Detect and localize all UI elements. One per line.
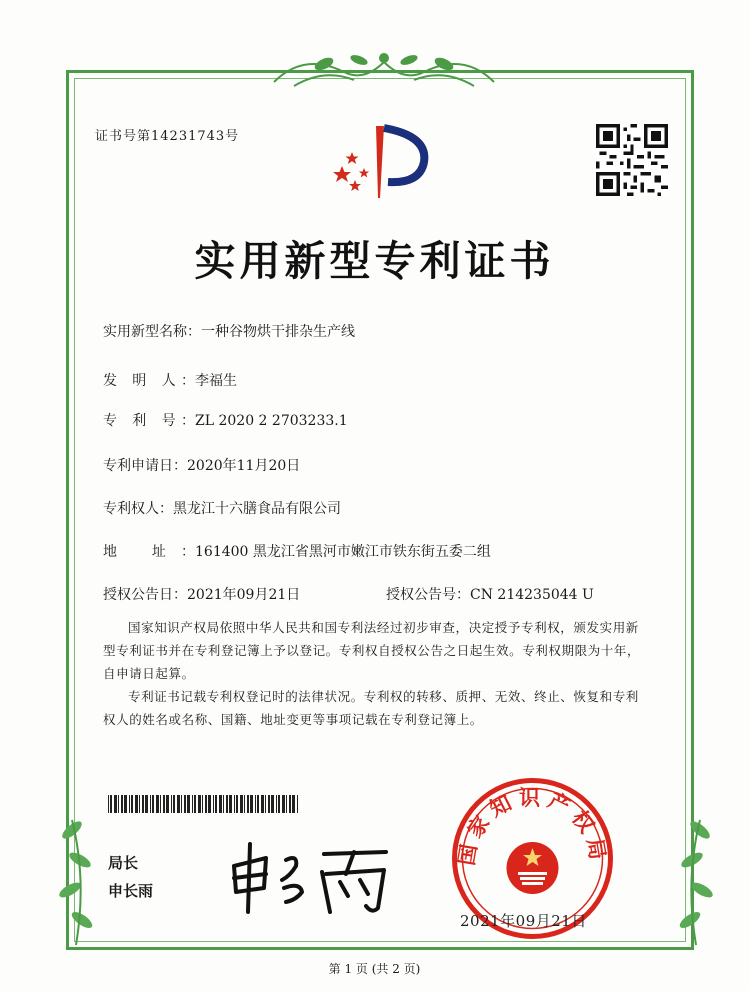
field-value: 2020年11月20日	[187, 458, 301, 474]
field-value: 161400 黑龙江省黑河市嫩江市铁东街五委二组	[195, 544, 491, 560]
field-inventor	[103, 370, 237, 390]
signatory-role: 局长	[108, 854, 139, 872]
field-label: 地 址：	[103, 544, 195, 560]
barcode-icon	[108, 795, 298, 813]
field-grant-date	[103, 584, 300, 604]
field-label: 授权公告号：	[386, 587, 470, 603]
legal-status-paragraph: 专利证书记载专利权登记时的法律状况。专利权的转移、质押、无效、终止、恢复和专利权人的姓名或名称、国籍、地址变更等事项记载在专利登记簿上。	[103, 689, 639, 727]
field-value: 李福生	[195, 373, 237, 389]
top-ornament-icon	[264, 42, 504, 94]
field-grant-number	[386, 584, 594, 604]
field-filing-date	[103, 455, 300, 475]
corner-ornament-right-icon	[660, 810, 720, 950]
field-value: 黑龙江十六膳食品有限公司	[173, 501, 341, 517]
field-patentee	[103, 498, 341, 518]
cnipa-emblem-icon	[328, 118, 438, 204]
seal-text: 国家知识产权局	[454, 785, 611, 868]
page-number: 第 1 页 (共 2 页)	[328, 962, 421, 976]
qr-code-icon	[596, 124, 668, 196]
document-title: 实用新型专利证书	[194, 237, 555, 285]
field-label: 专 利 号：	[103, 413, 195, 429]
field-label: 发 明 人：	[103, 373, 195, 389]
certificate-number: 证书号第14231743号	[95, 129, 240, 144]
field-label: 实用新型名称：	[103, 324, 201, 340]
field-patent-number	[103, 410, 348, 430]
field-utility-model-name	[103, 321, 355, 341]
field-value: CN 214235044 U	[470, 587, 594, 603]
handwritten-signature-icon	[226, 836, 396, 916]
signatory-name: 申长雨	[108, 882, 154, 900]
field-value: 一种谷物烘干排杂生产线	[201, 324, 355, 340]
field-value: 2021年09月21日	[187, 587, 301, 603]
field-label: 专利申请日：	[103, 458, 187, 474]
field-address	[103, 541, 491, 561]
grant-statement-paragraph: 国家知识产权局依照中华人民共和国专利法经过初步审查，决定授予专利权，颁发实用新型专利证书并在专利登记簿上予以登记。专利权自授权公告之日起生效。专利权期限为十年，自申请日起算。	[103, 620, 641, 681]
corner-ornament-left-icon	[52, 810, 112, 950]
field-label: 授权公告日：	[103, 587, 187, 603]
seal-date: 2021年09月21日	[460, 912, 587, 930]
field-value: ZL 2020 2 2703233.1	[195, 413, 348, 429]
field-label: 专利权人：	[103, 501, 173, 517]
